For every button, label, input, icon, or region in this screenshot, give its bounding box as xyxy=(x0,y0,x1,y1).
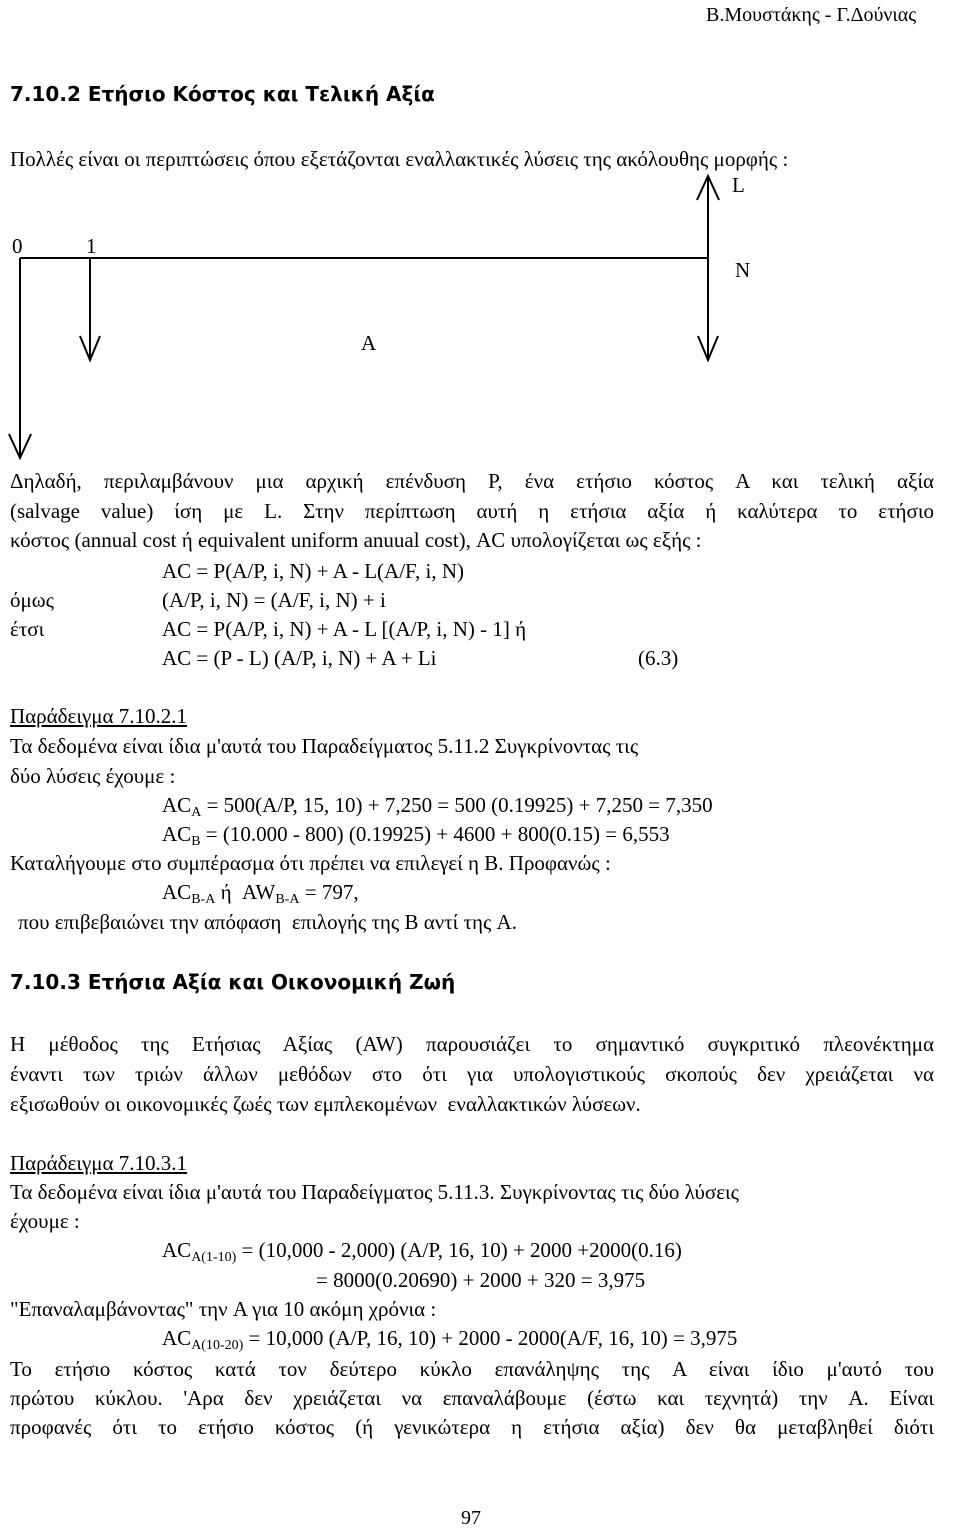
example-title: Παράδειγμα 7.10.2.1 xyxy=(10,704,188,728)
paragraph-line: εξισωθούν οι οικονομικές ζωές των εμπλεκομένων εναλλακτικών λύσεων. xyxy=(10,1092,641,1116)
subscript: B xyxy=(191,834,201,849)
equation-ac-expanded: AC = P(A/P, i, N) + A - L [(A/P, i, N) - 1] ή xyxy=(162,617,527,641)
conclusion-text: Καταλήγουμε στο συμπέρασμα ότι πρέπει να επιλεγεί η B. Προφανώς : xyxy=(10,851,611,875)
section-heading: 7.10.2 Ετήσιο Κόστος και Τελική Αξία xyxy=(10,82,435,106)
equation-ac-a110 xyxy=(162,1238,682,1265)
equation-rest: = (10,000 - 2,000) (A/P, 16, 10) + 2000 +2000(0.16) xyxy=(236,1238,682,1262)
example-text: Τα δεδομένα είναι ίδια μ'αυτά του Παραδείγματος 5.11.3. Συγκρίνοντας τις δύο λύσεις xyxy=(10,1180,739,1204)
paragraph-line: (salvage value) ίση με L. Στην περίπτωση αυτή η ετήσια αξία ή καλύτερα το ετήσιο xyxy=(10,499,934,523)
confirm-text: που επιβεβαιώνει την απόφαση επιλογής της B αντί της A. xyxy=(18,910,517,934)
subscript: B-A xyxy=(191,892,216,907)
equation-ap: (A/P, i, N) = (A/F, i, N) + i xyxy=(162,588,386,612)
equation-ac-ba xyxy=(162,880,359,907)
ac-symbol: AC xyxy=(162,880,192,904)
diagram-label-1: 1 xyxy=(86,234,97,258)
subscript: A(10-20) xyxy=(191,1338,244,1353)
equation-or-aw: ή AW xyxy=(215,880,276,904)
example-text: έχουμε : xyxy=(10,1209,80,1233)
paragraph-line: Η μέθοδος της Ετήσιας Αξίας (AW) παρουσιάζει το σημαντικό συγκριτικό πλεονέκτημα xyxy=(10,1032,934,1056)
equation-ac-b xyxy=(162,822,670,849)
ac-symbol: AC xyxy=(162,1326,192,1350)
cash-flow-diagram xyxy=(0,170,960,470)
paragraph-line: έναντι των τριών άλλων μεθόδων στο ότι για υπολογιστικούς σκοπούς δεν χρειάζεται να xyxy=(10,1062,934,1086)
equation-rest: = 10,000 (A/P, 16, 10) + 2000 - 2000(A/F, 16, 10) = 3,975 xyxy=(243,1326,738,1350)
subscript: A xyxy=(191,805,202,820)
paragraph-line: προφανές ότι το ετήσιο κόστος (ή γενικώτερα η ετήσια αξία) δεν θα μεταβληθεί διότι xyxy=(10,1415,934,1439)
label-etsi: έτσι xyxy=(10,617,45,641)
subscript: A(1-10) xyxy=(191,1250,237,1265)
diagram-label-N: N xyxy=(735,258,751,282)
ac-symbol: AC xyxy=(162,822,192,846)
intro-text: Πολλές είναι οι περιπτώσεις όπου εξετάζονται εναλλακτικές λύσεις της ακόλουθης μορφής : xyxy=(10,147,789,171)
equation-ac-a1020 xyxy=(162,1326,738,1353)
diagram-label-0: 0 xyxy=(12,234,23,258)
ac-symbol: AC xyxy=(162,1238,192,1262)
equation-number: (6.3) xyxy=(638,646,679,670)
diagram-label-L: L xyxy=(732,173,745,197)
equation-ac: AC = P(A/P, i, N) + A - L(A/F, i, N) xyxy=(162,559,465,583)
header-authors: Β.Μουστάκης - Γ.Δούνιας xyxy=(706,4,917,26)
ac-symbol: AC xyxy=(162,793,192,817)
paragraph-line: πρώτου κύκλου. 'Αρα δεν χρειάζεται να επαναλάβουμε (έστω και τεχνητά) την A. Είναι xyxy=(10,1386,934,1410)
subscript: B-A xyxy=(275,892,300,907)
equation-rest: = 797, xyxy=(299,880,359,904)
repeat-text: "Επαναλαμβάνοντας" την A για 10 ακόμη χρόνια : xyxy=(10,1297,437,1321)
example-text: δύο λύσεις έχουμε : xyxy=(10,764,176,788)
paragraph-line: Το ετήσιο κόστος κατά τον δεύτερο κύκλο επανάληψης της A είναι ίδιο μ'αυτό του xyxy=(10,1357,934,1381)
section-heading: 7.10.3 Ετήσια Αξία και Οικονομική Ζωή xyxy=(10,970,456,994)
equation-continuation: = 8000(0.20690) + 2000 + 320 = 3,975 xyxy=(316,1268,646,1292)
paragraph-line: Δηλαδή, περιλαμβάνουν μια αρχική επένδυση P, ένα ετήσιο κόστος A και τελική αξία xyxy=(10,469,934,493)
label-omos: όμως xyxy=(10,588,54,612)
paragraph-line: κόστος (annual cost ή equivalent uniform anuual cost), AC υπολογίζεται ως εξής : xyxy=(10,528,702,552)
example-text: Τα δεδομένα είναι ίδια μ'αυτά του Παραδείγματος 5.11.2 Συγκρίνοντας τις xyxy=(10,734,639,758)
equation-ac-a xyxy=(162,793,713,820)
example-title: Παράδειγμα 7.10.3.1 xyxy=(10,1151,188,1175)
page-number: 97 xyxy=(461,1507,481,1529)
equation-rest: = (10.000 - 800) (0.19925) + 4600 + 800(0.15) = 6,553 xyxy=(200,822,670,846)
diagram-label-A: A xyxy=(361,331,377,355)
equation-rest: = 500(A/P, 15, 10) + 7,250 = 500 (0.19925) + 7,250 = 7,350 xyxy=(201,793,713,817)
equation-6-3: AC = (P - L) (A/P, i, N) + A + Li xyxy=(162,646,437,670)
